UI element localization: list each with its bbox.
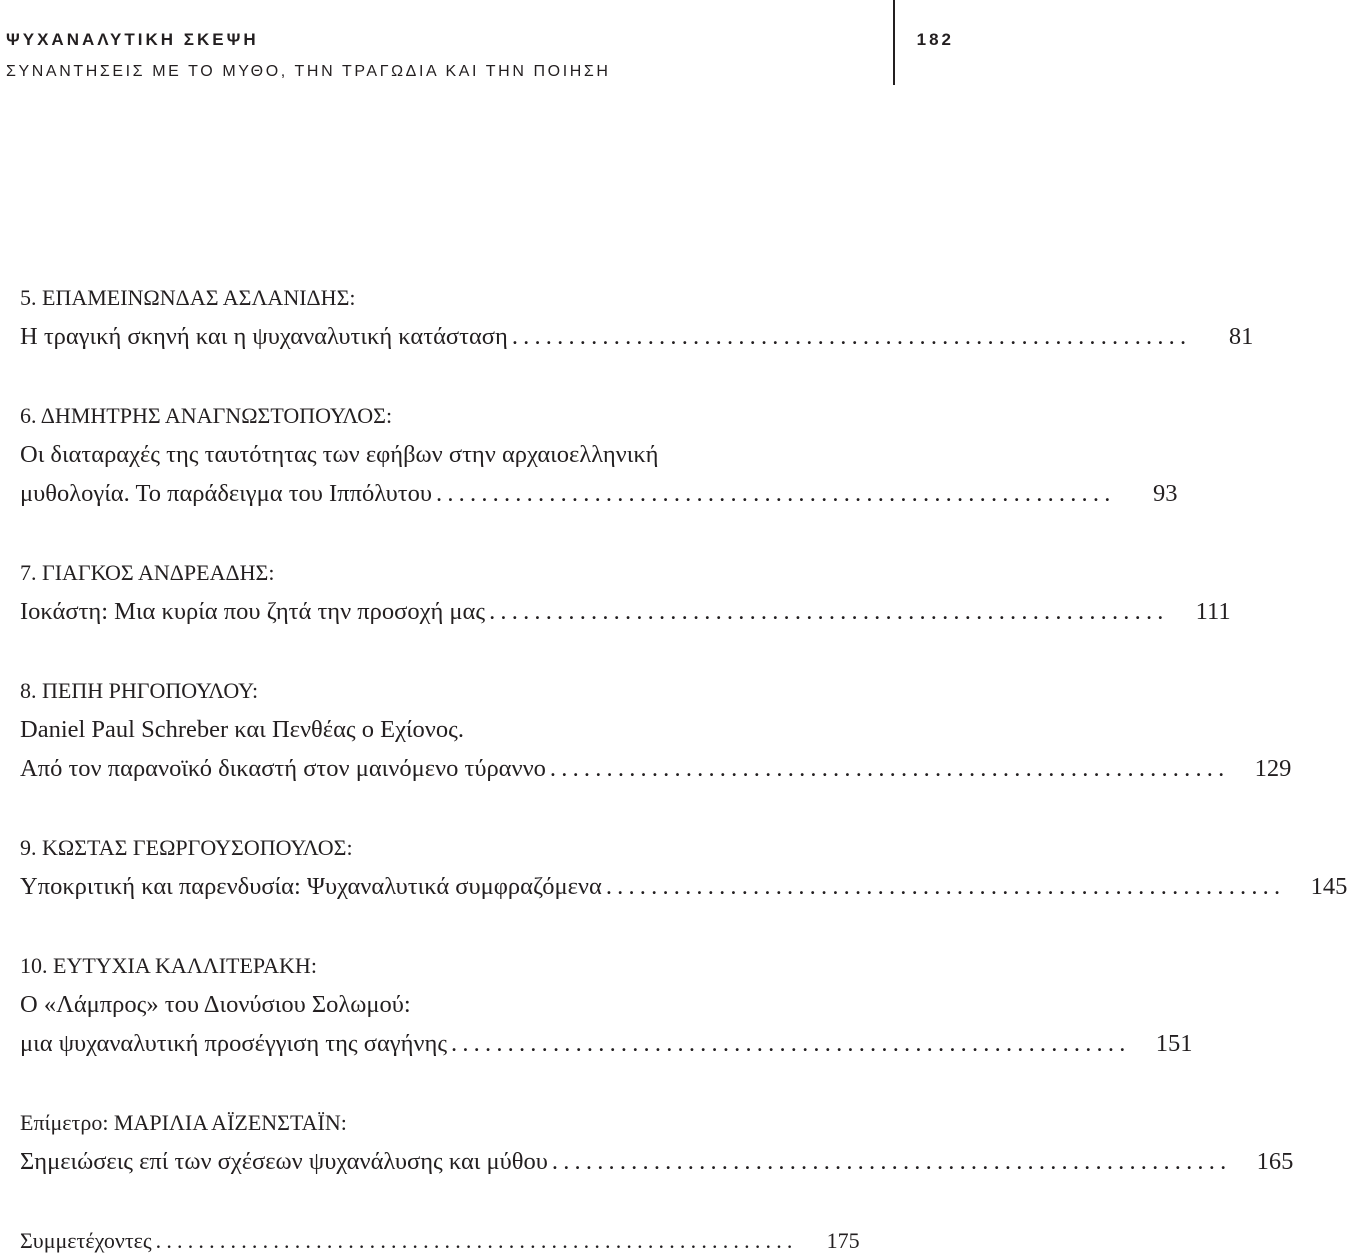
- toc-entry-title-line-final: [20, 1142, 1294, 1181]
- toc-entry-page: 111: [1195, 598, 1231, 625]
- toc-entry-author: 9. ΚΩΣΤΑΣ ΓΕΩΡΓΟΥΣΟΠΟΥΛΟΣ:: [20, 835, 353, 860]
- toc-entry: [20, 396, 1178, 513]
- toc-entry-title-line: Ο «Λάμπρος» του Διονύσιου Σολωμού:: [20, 991, 411, 1018]
- toc-entry-page: 129: [1254, 755, 1292, 782]
- entry-spacer: [20, 1181, 815, 1221]
- toc-entry-page: 145: [1310, 873, 1347, 900]
- toc-entry-title: Υποκριτική και παρενδυσία: Ψυχαναλυτικά συμφραζόμενα: [20, 873, 602, 900]
- toc-entry-title: Συμμετέχοντες: [20, 1228, 152, 1253]
- book-title: ΨΥΧΑΝΑΛΥΤΙΚΗ ΣΚΕΨΗ: [6, 30, 259, 49]
- toc-entry: [20, 946, 1193, 1063]
- toc-entry-page: 175: [826, 1228, 860, 1253]
- toc-entry-author: 8. ΠΕΠΗ ΡΗΓΟΠΟΥΛΟΥ:: [20, 678, 259, 703]
- toc-entry-title-line-final: [20, 867, 1347, 906]
- toc-entry: [20, 1221, 860, 1260]
- toc-entry-page: 81: [1228, 323, 1254, 350]
- toc-entry-page: 151: [1155, 1030, 1193, 1057]
- header-divider: [893, 0, 895, 85]
- table-of-contents: [20, 278, 1347, 1260]
- toc-entry-title: Η τραγική σκηνή και η ψυχαναλυτική κατάσταση: [20, 323, 508, 350]
- toc-entry-title-line-final: [20, 1024, 1193, 1063]
- dot-leader: ............................................................: [451, 1030, 1131, 1057]
- running-header: [0, 0, 960, 90]
- toc-entry-title-line-final: [20, 592, 1231, 631]
- toc-entry-title-line: Daniel Paul Schreber και Πενθέας ο Εχίονος.: [20, 716, 464, 743]
- book-subtitle: ΣΥΝΑΝΤΗΣΕΙΣ ΜΕ ΤΟ ΜΥΘΟ, ΤΗΝ ΤΡΑΓΩΔΙΑ ΚΑΙ ΤΗΝ ΠΟΙΗΣΗ: [6, 63, 611, 80]
- dot-leader: ............................................................: [549, 755, 1230, 782]
- toc-entry-page: 93: [1153, 480, 1178, 507]
- toc-entry-title-line-final: [20, 1221, 860, 1260]
- entry-spacer: [20, 906, 815, 946]
- toc-entry: [20, 671, 1292, 788]
- entry-spacer: [20, 513, 815, 553]
- toc-entry-author: 10. ΕΥΤΥΧΙΑ ΚΑΛΛΙΤΕΡΑΚΗ:: [20, 953, 317, 978]
- toc-entry-title: μια ψυχαναλυτική προσέγγιση της σαγήνης: [20, 1030, 448, 1057]
- toc-entry-author: 7. ΓΙΑΓΚΟΣ ΑΝΔΡΕΑΔΗΣ:: [20, 560, 275, 585]
- dot-leader: ............................................................: [155, 1228, 798, 1253]
- page-number: 182: [916, 30, 954, 49]
- entry-spacer: [20, 356, 815, 396]
- toc-entry-title-line-final: [20, 749, 1292, 788]
- toc-entry-title: Σημειώσεις επί των σχέσεων ψυχανάλυσης και μύθου: [20, 1148, 548, 1175]
- toc-entry-author: 6. ΔΗΜΗΤΡΗΣ ΑΝΑΓΝΩΣΤΟΠΟΥΛΟΣ:: [20, 403, 393, 428]
- dot-leader: ............................................................: [511, 323, 1192, 350]
- toc-entry-author: Επίμετρο: ΜΑΡΙΛΙΑ ΑΪΖΕΝΣΤΑΪΝ:: [20, 1110, 347, 1135]
- toc-entry-title-line-final: [20, 317, 1254, 356]
- entry-spacer: [20, 631, 815, 671]
- toc-entry-title-line-final: [20, 474, 1178, 513]
- toc-entry-title: Ιοκάστη: Μια κυρία που ζητά την προσοχή μας: [20, 598, 486, 625]
- toc-entry-page: 165: [1256, 1148, 1294, 1175]
- toc-entry-author: 5. ΕΠΑΜΕΙΝΩΝΔΑΣ ΑΣΛΑΝΙΔΗΣ:: [20, 285, 356, 310]
- toc-entry: [20, 1103, 1294, 1181]
- entry-spacer: [20, 1063, 815, 1103]
- toc-entry-title: μυθολογία. Το παράδειγμα του Ιππόλυτου: [20, 480, 433, 507]
- dot-leader: ............................................................: [436, 480, 1116, 507]
- entry-spacer: [20, 788, 815, 828]
- dot-leader: ............................................................: [551, 1148, 1232, 1175]
- toc-entry-title: Από τον παρανοϊκό δικαστή στον μαινόμενο τύραννο: [20, 755, 546, 782]
- dot-leader: ............................................................: [489, 598, 1169, 625]
- toc-entry: [20, 278, 1254, 356]
- toc-entry: [20, 553, 1231, 631]
- toc-entry: [20, 828, 1347, 906]
- toc-entry-title-line: Οι διαταραχές της ταυτότητας των εφήβων στην αρχαιοελληνική: [20, 441, 659, 468]
- dot-leader: ............................................................: [605, 873, 1286, 900]
